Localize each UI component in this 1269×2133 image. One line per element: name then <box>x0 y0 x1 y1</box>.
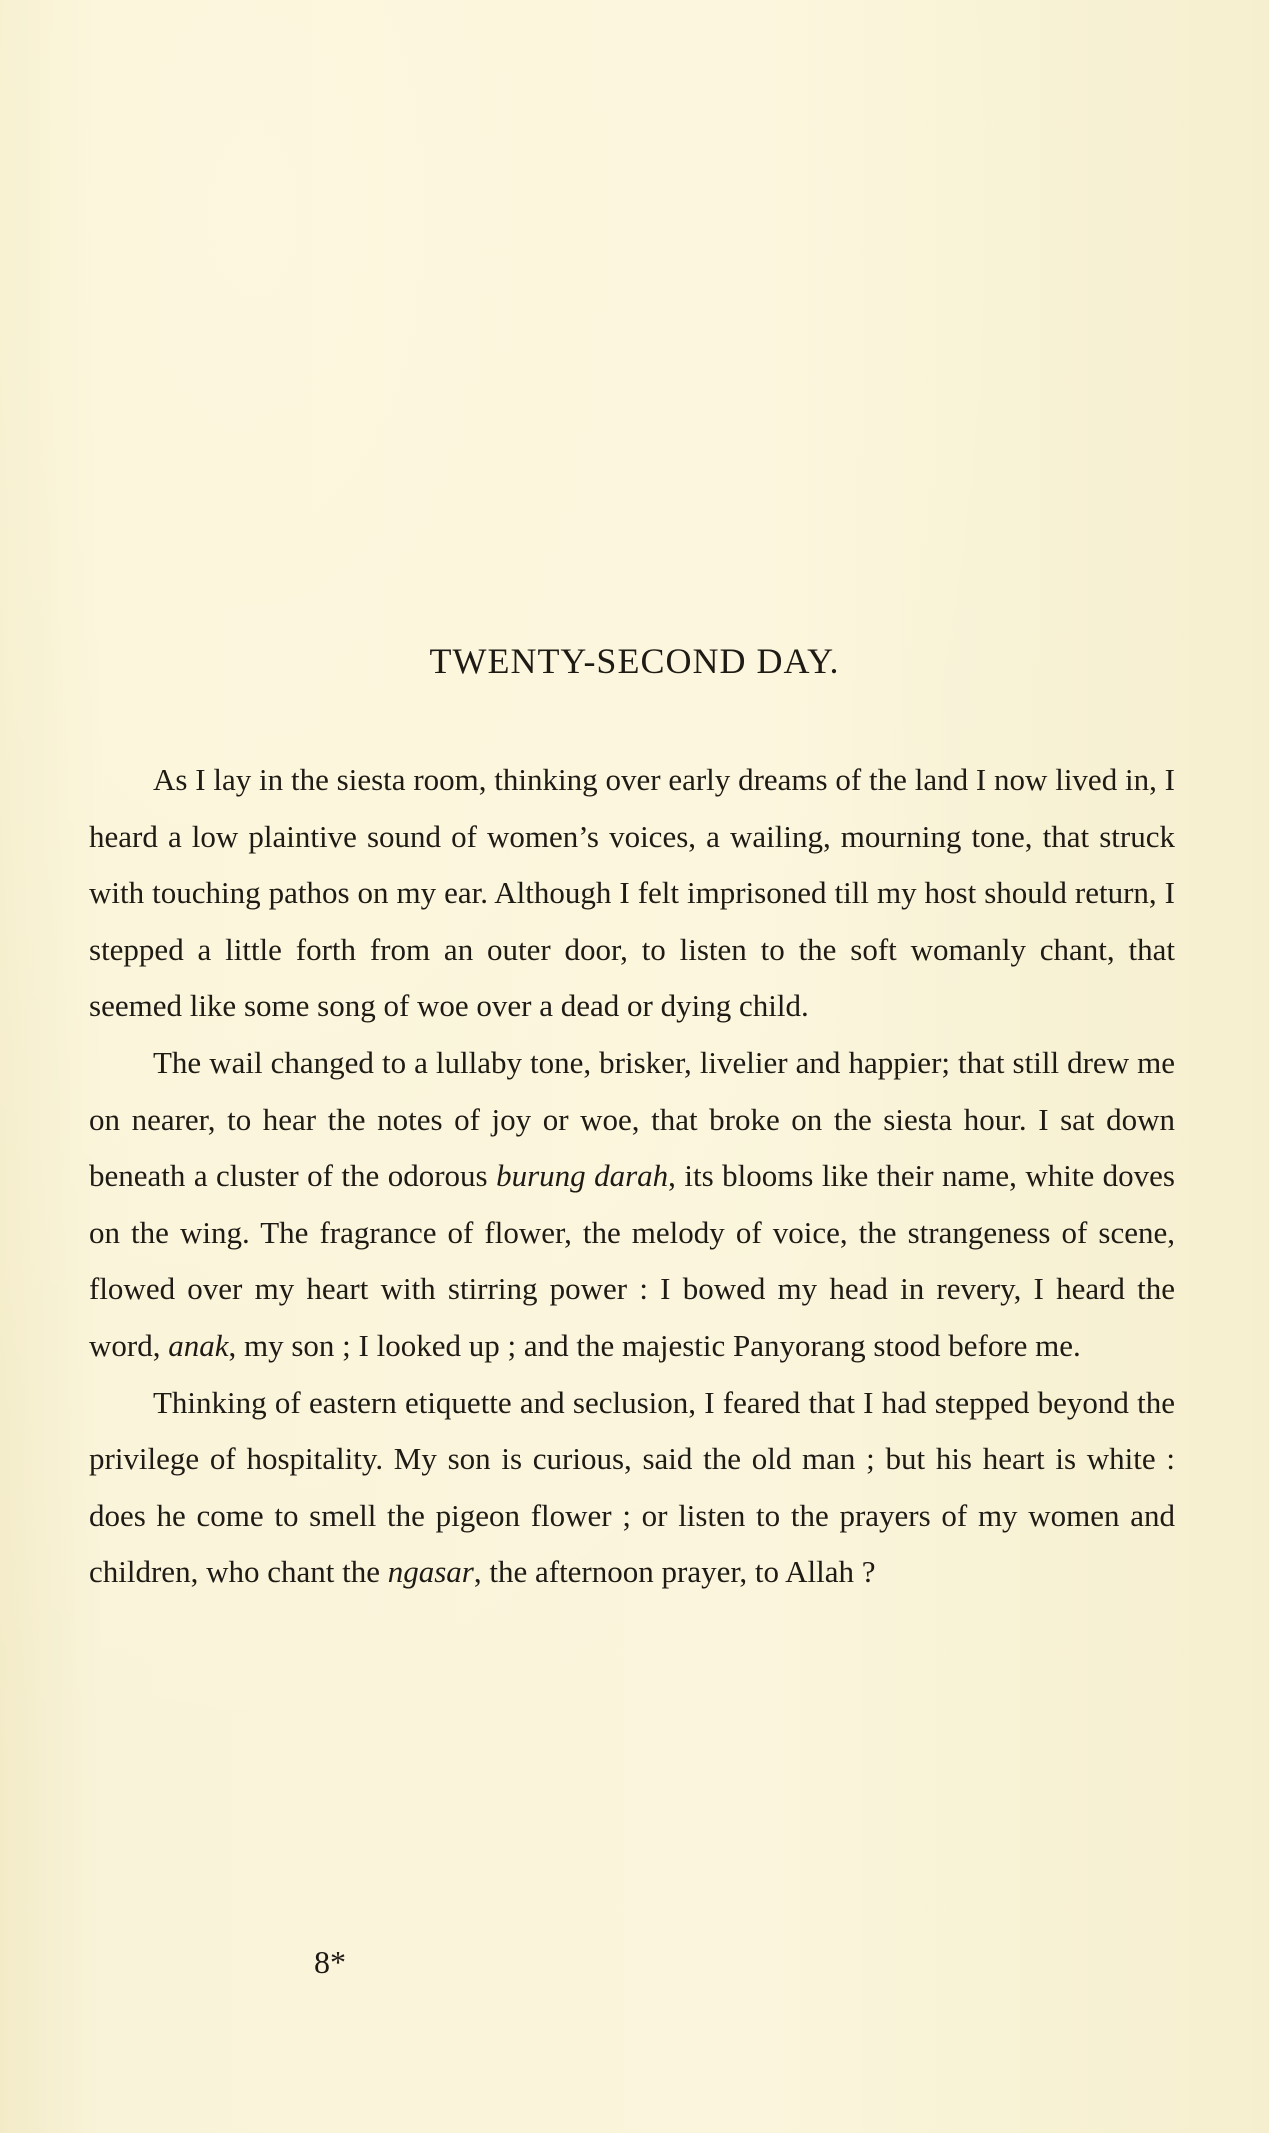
paragraph-1 <box>89 752 1175 1035</box>
paragraph-2-text-c: , my son ; I looked up ; and the majestic Panyorang stood before me. <box>228 1327 1081 1363</box>
paragraph-1-text: As I lay in the siesta room, thinking over early dreams of the land I now lived in, I heard a low plaintive sound of women’s voices, a wailing, mourning tone, that struck with touching pathos on my ear. Although I felt imprisoned till my host should return, I stepped a little forth from an outer door, to listen to the soft womanly chant, that seemed like some song of woe over a dead or dying child. <box>89 762 1175 1024</box>
paragraph-2-text-b: , its blooms like their name, white doves on the wing. The fragrance of flower, the melody of voice, the strangeness of scene, flowed over my heart with stirring power : I bowed my head in revery, I heard the word, <box>89 1158 1175 1363</box>
paragraph-3-text-b: , the afternoon prayer, to Allah ? <box>473 1554 876 1590</box>
signature-mark: 8* <box>314 1944 346 1980</box>
italic-term-burung-darah: burung darah <box>496 1158 669 1194</box>
paragraph-2-text-a: The wail changed to a lullaby tone, brisker, livelier and happier; that still drew me on nearer, to hear the notes of joy or woe, that broke on the siesta hour. I sat down beneath a cluster of the odorous <box>89 1044 1175 1194</box>
paragraph-2 <box>89 1035 1175 1375</box>
italic-term-ngasar: ngasar <box>387 1554 474 1590</box>
chapter-body <box>89 752 1175 1601</box>
italic-term-anak: anak <box>168 1327 229 1363</box>
chapter-heading: TWENTY-SECOND DAY. <box>429 641 840 681</box>
paragraph-3-text-a: Thinking of eastern etiquette and seclusion, I feared that I had stepped beyond the privilege of hospitality. My son is curious, said the old man ; but his heart is white : does he come to smell the pigeon flower ; or listen to the prayers of my women and children, who chant the <box>89 1384 1175 1590</box>
paragraph-3 <box>89 1375 1175 1601</box>
